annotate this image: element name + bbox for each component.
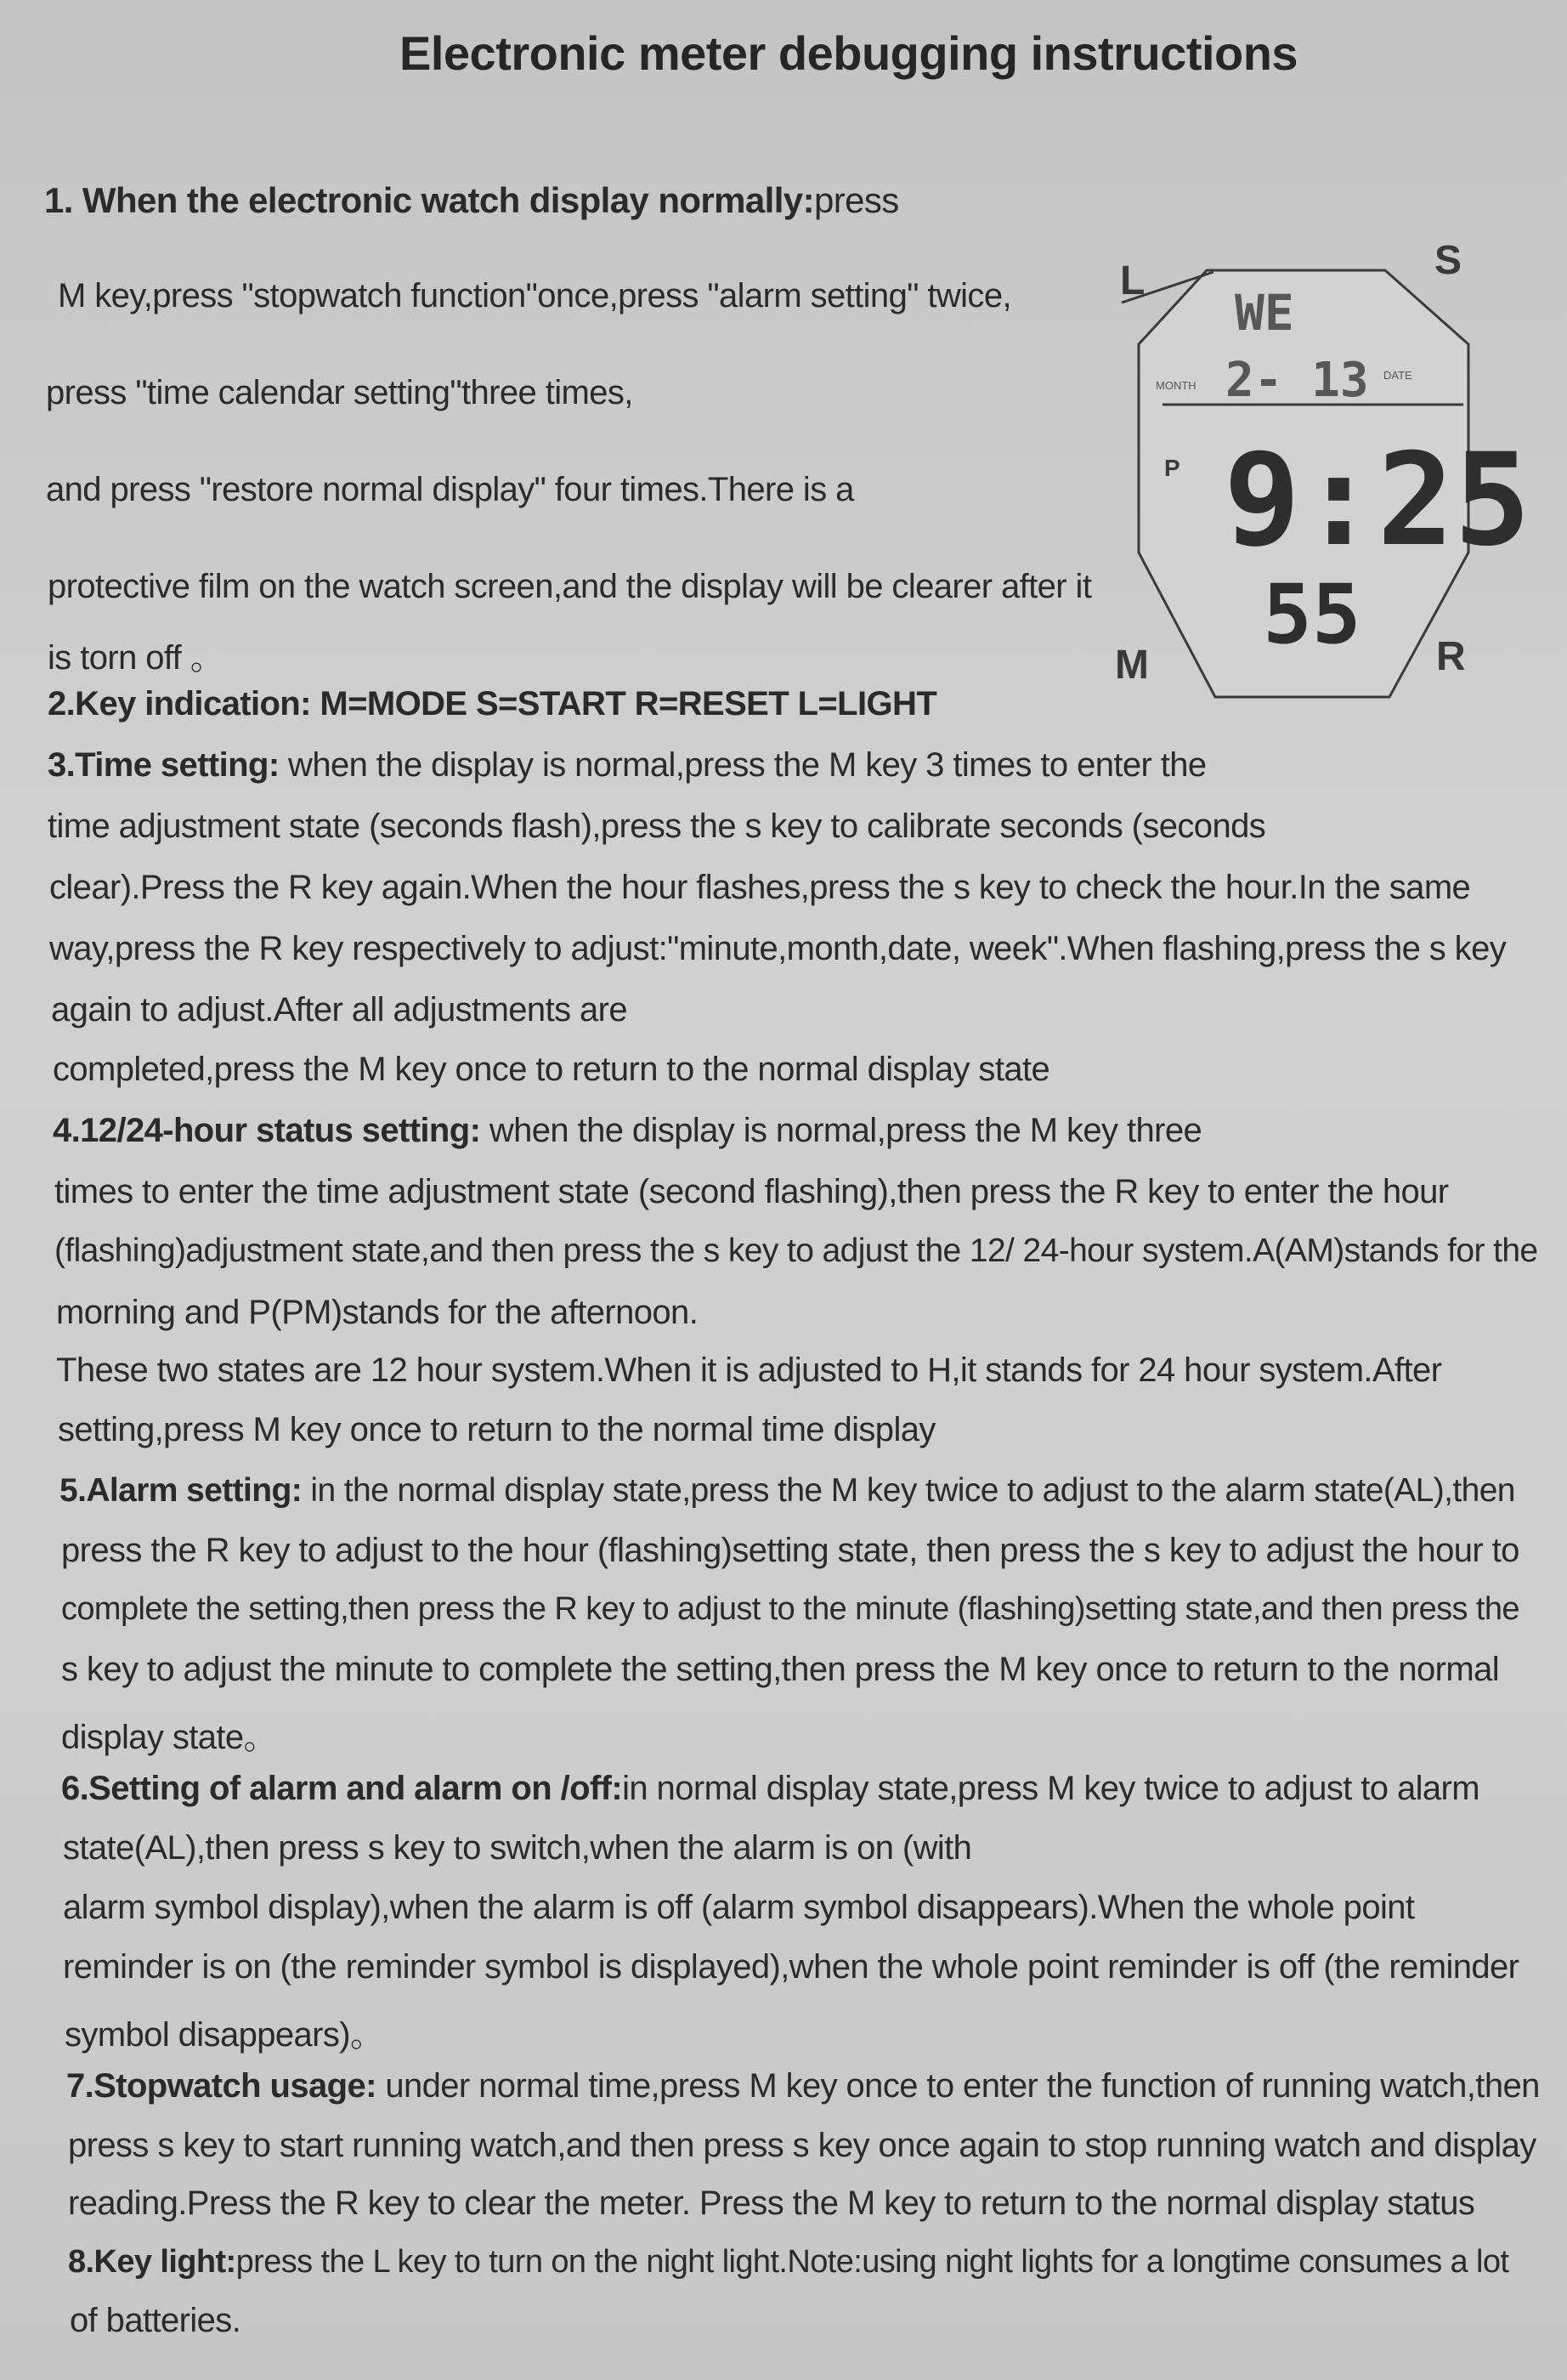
section1-line1: 1. When the electronic watch display normally:press <box>44 180 899 220</box>
section5-line4: s key to adjust the minute to complete the setting,then press the M key once to return to the normal <box>61 1651 1500 1688</box>
section4-line4: morning and P(PM)stands for the afternoon. <box>56 1294 699 1331</box>
section5-line2: press the R key to adjust to the hour (flashing)setting state, then press the s key to adjust the hour to <box>61 1532 1519 1569</box>
section1-line6: is torn off 。 <box>48 639 224 677</box>
key-s-label: S <box>1434 238 1462 283</box>
document-title: Electronic meter debugging instructions <box>399 26 1298 80</box>
key-l-label: L <box>1120 258 1146 303</box>
date-display: 2- 13 <box>1225 353 1369 408</box>
section3-line4: way,press the R key respectively to adjust:"minute,month,date, week".When flashing,press the s key <box>49 930 1507 967</box>
section4-line1: 4.12/24-hour status setting: when the display is normal,press the M key three <box>53 1112 1202 1149</box>
section6-line5: symbol disappears)。 <box>65 2016 384 2054</box>
section7-line3: reading.Press the R key to clear the meter. Press the M key to return to the normal display status <box>68 2184 1475 2222</box>
key-r-label: R <box>1436 634 1466 679</box>
section3-line2: time adjustment state (seconds flash),press the s key to calibrate seconds (seconds <box>48 808 1266 845</box>
section3-line6: completed,press the M key once to return to the normal display state <box>53 1051 1050 1088</box>
section3-line1: 3.Time setting: when the display is normal,press the M key 3 times to enter the <box>48 746 1207 784</box>
section6-line2: state(AL),then press s key to switch,when the alarm is on (with <box>63 1829 972 1867</box>
section7-line1: 7.Stopwatch usage: under normal time,press M key once to enter the function of running watch,then <box>66 2067 1540 2105</box>
section1-line4: and press "restore normal display" four times.There is a <box>46 471 854 508</box>
section4-line3: (flashing)adjustment state,and then press the s key to adjust the 12/ 24-hour system.A(AM)stands for the <box>54 1232 1538 1269</box>
section1-line5: protective film on the watch screen,and the display will be clearer after it <box>48 568 1092 605</box>
section4-line6: setting,press M key once to return to the normal time display <box>58 1411 936 1448</box>
section8-line2: of batteries. <box>70 2302 241 2339</box>
section5-line5: display state。 <box>61 1719 277 1756</box>
section4-line5: These two states are 12 hour system.When it is adjusted to H,it stands for 24 hour system.After <box>56 1352 1442 1389</box>
section7-line2: press s key to start running watch,and then press s key once again to stop running watch and display <box>68 2127 1536 2164</box>
time-display: 9:25 <box>1224 427 1531 575</box>
section4-line2: times to enter the time adjustment state (second flashing),then press the R key to enter the hour <box>54 1173 1449 1210</box>
key-m-label: M <box>1115 643 1149 688</box>
section3-line5: again to adjust.After all adjustments are <box>51 991 628 1028</box>
section1-line3: press "time calendar setting"three times, <box>46 374 633 411</box>
section3-line3: clear).Press the R key again.When the hour flashes,press the s key to check the hour.In the same <box>49 869 1471 906</box>
section2-key-indication: 2.Key indication: M=MODE S=START R=RESET L=LIGHT <box>48 685 937 722</box>
seconds-display: 55 <box>1263 567 1361 662</box>
pm-indicator: P <box>1164 455 1180 481</box>
watch-diagram <box>1096 230 1531 706</box>
section5-line1: 5.Alarm setting: in the normal display state,press the M key twice to adjust to the alarm state(AL),then <box>59 1472 1515 1509</box>
section6-line3: alarm symbol display),when the alarm is off (alarm symbol disappears).When the whole point <box>63 1889 1415 1926</box>
section1-line2: M key,press "stopwatch function"once,press "alarm setting" twice, <box>58 277 1011 314</box>
section8-line1: 8.Key light:press the L key to turn on the night light.Note:using night lights for a longtime consumes a lot <box>68 2244 1509 2280</box>
weekday-display: WE <box>1235 284 1294 342</box>
month-label: MONTH <box>1156 379 1196 392</box>
date-label: DATE <box>1383 369 1412 382</box>
section5-line3: complete the setting,then press the R key to adjust to the minute (flashing)setting state,and then press the <box>61 1591 1519 1627</box>
section6-line4: reminder is on (the reminder symbol is displayed),when the whole point reminder is off (the reminder <box>63 1948 1519 1986</box>
section6-line1: 6.Setting of alarm and alarm on /off:in normal display state,press M key twice to adjust to alarm <box>61 1770 1479 1807</box>
